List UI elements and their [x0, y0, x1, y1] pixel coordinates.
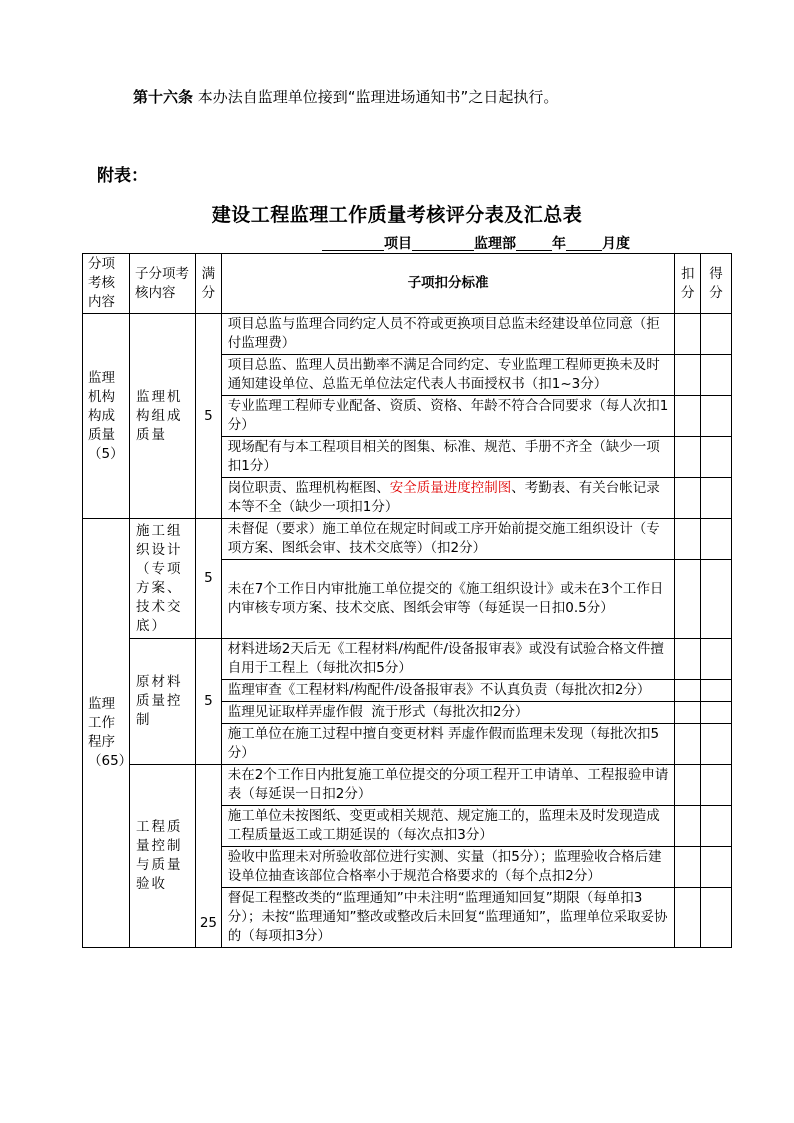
dept-blank: [412, 236, 474, 251]
subcategory-cell: 施工组织设计（专项方案、技术交底）: [129, 519, 195, 639]
evaluation-table: [82, 253, 732, 948]
standard-cell: 材料进场2天后无《工程材料/构配件/设备报审表》或没有试验合格文件擅自用于工程上（每批次扣5分）: [221, 639, 675, 680]
month-label: 月度: [602, 236, 630, 252]
standard-cell: 项目总监与监理合同约定人员不符或更换项目总监未经建设单位同意（拒付监理费）: [221, 314, 675, 355]
deduct-cell[interactable]: [675, 355, 701, 396]
score-cell[interactable]: [701, 724, 732, 765]
deduct-cell[interactable]: [675, 478, 701, 519]
standard-cell: 督促工程整改类的“监理通知”中未注明“监理通知回复”期限（每单扣3分）；未按“监理通知”整改或整改后未回复“监理通知”，监理单位采取妥协的（每项扣3分）: [221, 888, 675, 948]
score-cell[interactable]: [701, 680, 732, 702]
deduct-cell[interactable]: [675, 437, 701, 478]
standard-cell: 专业监理工程师专业配备、资质、资格、年龄不符合合同要求（每人次扣1分）: [221, 396, 675, 437]
score-cell[interactable]: [701, 519, 732, 560]
dept-label: 监理部: [474, 236, 516, 252]
header-score: 得分: [701, 254, 732, 314]
score-cell[interactable]: [701, 847, 732, 888]
project-blank: [322, 236, 384, 251]
score-cell[interactable]: [701, 314, 732, 355]
year-label: 年: [552, 236, 566, 252]
standard-cell: 未在2个工作日内批复施工单位提交的分项工程开工申请单、工程报验申请表（每延误一日扣2分）: [221, 765, 675, 806]
deduct-cell[interactable]: [675, 765, 701, 806]
deduct-cell[interactable]: [675, 639, 701, 680]
deduct-cell[interactable]: [675, 314, 701, 355]
score-cell[interactable]: [701, 437, 732, 478]
deduct-cell[interactable]: [675, 806, 701, 847]
standard-cell: 现场配有与本工程项目相关的图集、标准、规范、手册不齐全（缺少一项扣1分）: [221, 437, 675, 478]
table-subtitle: [322, 233, 630, 253]
score-cell[interactable]: [701, 639, 732, 680]
score-cell[interactable]: [701, 560, 732, 639]
deduct-cell[interactable]: [675, 680, 701, 702]
subcategory-cell: 原材料质量控制: [129, 639, 195, 765]
score-cell[interactable]: [701, 396, 732, 437]
standard-cell: [221, 478, 675, 519]
standard-cell: 未在7个工作日内审批施工单位提交的《施工组织设计》或未在3个工作日内审核专项方案、技术交底、图纸会审等（每延误一日扣0.5分）: [221, 560, 675, 639]
subcategory-cell: 监理机构组成质量: [129, 314, 195, 519]
full-score-cell: 25: [196, 765, 222, 948]
header-standard: 子项扣分标准: [221, 254, 675, 314]
standard-cell: 项目总监、监理人员出勤率不满足合同约定、专业监理工程师更换未及时通知建设单位、总监无单位法定代表人书面授权书（扣1~3分）: [221, 355, 675, 396]
deduct-cell[interactable]: [675, 702, 701, 724]
header-category: 分项考核内容: [83, 254, 130, 314]
deduct-cell[interactable]: [675, 519, 701, 560]
deduct-cell[interactable]: [675, 396, 701, 437]
score-cell[interactable]: [701, 702, 732, 724]
article-text: 本办法自监理单位接到“监理进场通知书”之日起执行。: [193, 88, 559, 106]
standard-text: 岗位职责、监理机构框图、: [227, 480, 390, 496]
table-row: [83, 519, 732, 560]
standard-cell: 未督促（要求）施工单位在规定时间或工序开始前提交施工组织设计（专项方案、图纸会审、技术交底等）（扣2分）: [221, 519, 675, 560]
score-cell[interactable]: [701, 478, 732, 519]
full-score-cell: 5: [196, 519, 222, 639]
full-score-cell: 5: [196, 314, 222, 519]
deduct-cell[interactable]: [675, 847, 701, 888]
category-cell: 监理工作程序（65）: [83, 519, 130, 948]
score-cell[interactable]: [701, 888, 732, 948]
standard-text: 、考勤表、有关台帐记录本等不全（缺少一项扣1分）: [227, 480, 660, 515]
standard-cell: 施工单位未按图纸、变更或相关规范、规定施工的，监理未及时发现造成工程质量返工或工期延误的（每次点扣3分）: [221, 806, 675, 847]
standard-cell: 监理审查《工程材料/构配件/设备报审表》不认真负责（每批次扣2分）: [221, 680, 675, 702]
deduct-cell[interactable]: [675, 724, 701, 765]
header-row: [83, 254, 732, 314]
score-cell[interactable]: [701, 355, 732, 396]
header-subcategory: 子分项考核内容: [129, 254, 195, 314]
article-16: [133, 86, 558, 107]
project-label: 项目: [384, 236, 412, 252]
standard-cell: 监理见证取样弄虚作假 流于形式（每批次扣2分）: [221, 702, 675, 724]
header-full-score: 满分: [196, 254, 222, 314]
category-cell: 监理机构构成质量（5）: [83, 314, 130, 519]
appendix-label: 附表：: [97, 166, 148, 186]
table-row: [83, 639, 732, 680]
deduct-cell[interactable]: [675, 888, 701, 948]
score-cell[interactable]: [701, 765, 732, 806]
standard-cell: 施工单位在施工过程中擅自变更材料 弄虚作假而监理未发现（每批次扣5分）: [221, 724, 675, 765]
subcategory-cell: 工程质量控制与质量验收: [129, 765, 195, 948]
standard-cell: 验收中监理未对所验收部位进行实测、实量（扣5分）；监理验收合格后建设单位抽查该部位合格率小于规范合格要求的（每个点扣2分）: [221, 847, 675, 888]
year-blank: [516, 236, 552, 251]
table-row: [83, 314, 732, 355]
header-deduct: 扣分: [675, 254, 701, 314]
highlighted-text: 安全质量进度控制图: [389, 480, 512, 496]
table-title: 建设工程监理工作质量考核评分表及汇总表: [211, 204, 583, 226]
score-cell[interactable]: [701, 806, 732, 847]
article-label: 第十六条: [133, 88, 194, 106]
table-row: [83, 765, 732, 806]
full-score-cell: 5: [196, 639, 222, 765]
deduct-cell[interactable]: [675, 560, 701, 639]
month-blank: [566, 236, 602, 251]
